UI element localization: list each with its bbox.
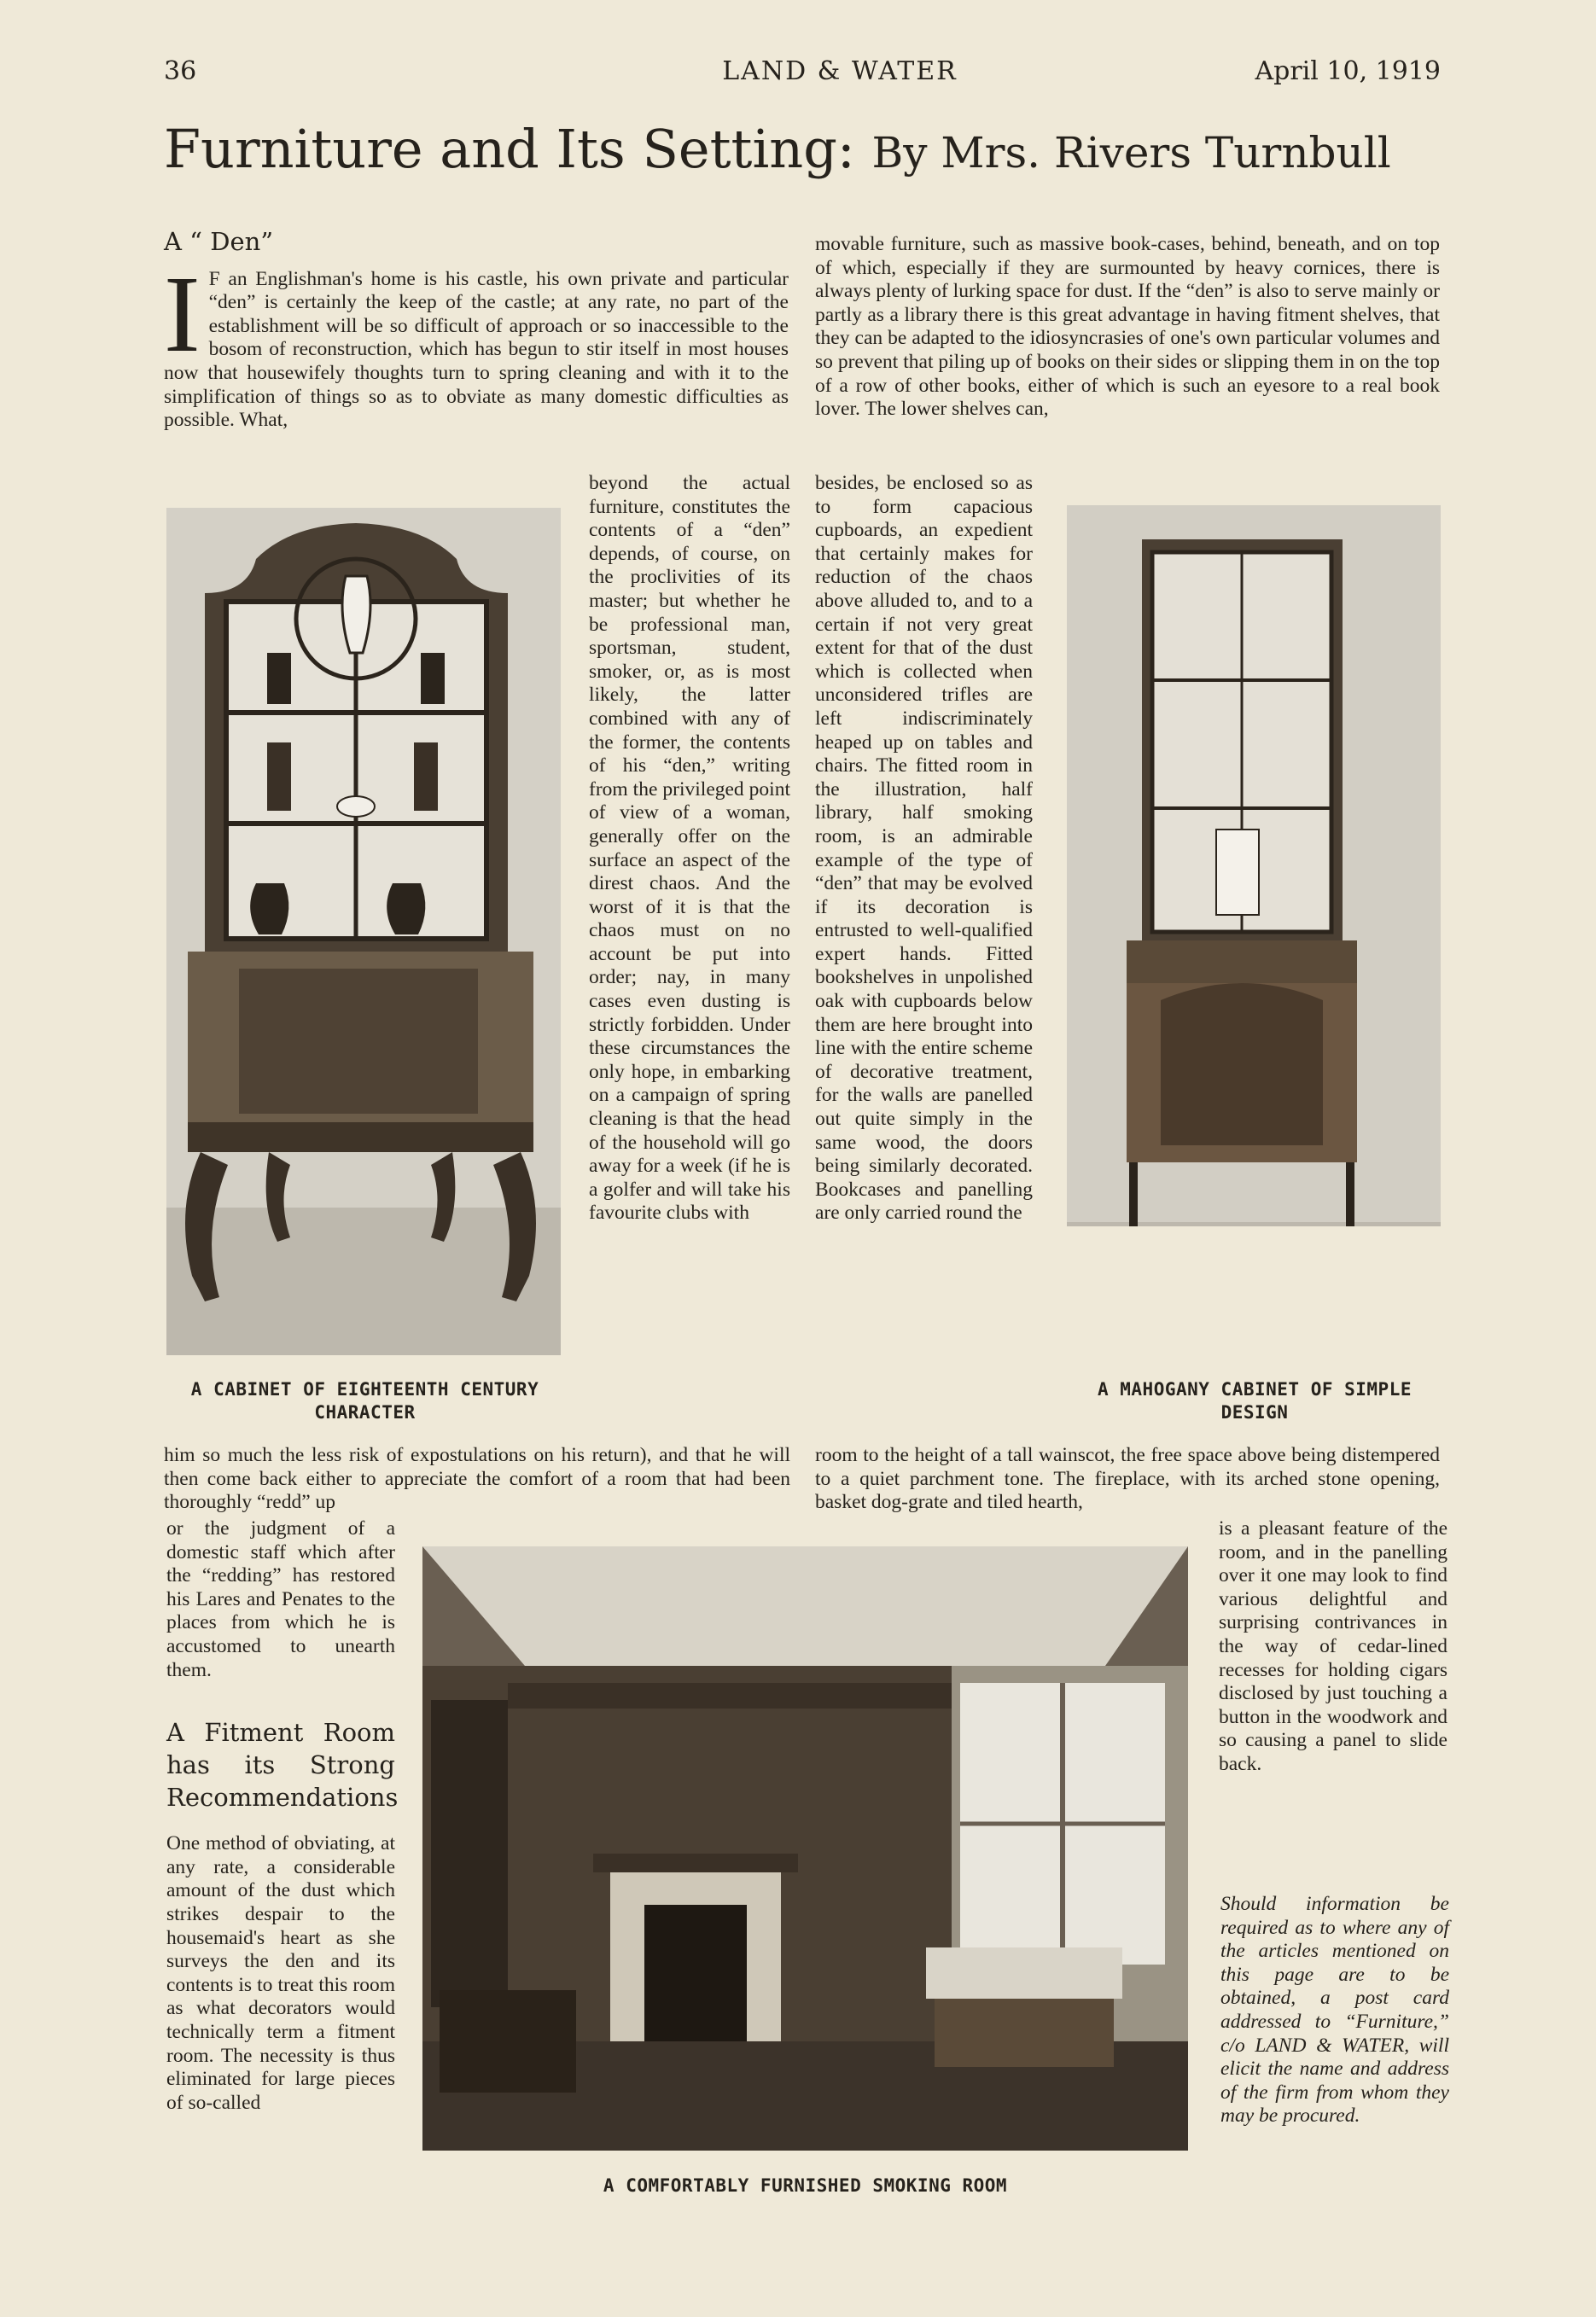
column-3-narrow [815,472,1033,1225]
paragraph-fitment-room: One method of obviating, at any rate, a considerable amount of the dust which strikes despair to the housemaid's heart as she surveys the den and its contents is to treat this room as what decorators would technically term a fitment room. The necessity is thus eliminated for large pieces of so-called [166,1832,395,2114]
smoking-room-photo [422,1546,1188,2151]
paragraph-cupboards: besides, be enclosed so as to form capacious cupboards, an expedient that certainly makes for reduction of the chaos above alluded to, and to a certain if not very great extent for that of the dust which is collected when unconsidered trifles are left indiscriminately heaped up on tables and chairs. The fitted room in the illustration, half library, half smoking room, is an admirable example of the type of “den” that may be evolved if its decoration is entrusted to well-qualified expert hands. Fitted bookshelves in unpolished oak with cupboards below them are here brought into line with the entire scheme of decorative treatment, for the walls are panelled out quite simply in the same wood, the doors being similarly decorated. Bookcases and panelling are only carried round the [815,472,1033,1225]
intro-paragraph: F an Englishman's home is his castle, his own private and particular “den” is certainly the keep of the castle; at any rate, no part of the establishment will be so difficult of approach or so inaccessible to the bosom of reconstruction, which has begun to stir itself in most houses now that housewifely thoughts turn to spring cleaning and with it to the simplification of things so as to obviate as many domestic difficulties as possible. What, [164,267,789,432]
column-1-intro [164,227,789,433]
cabinet-illustration-left [166,508,561,1355]
column-3-top [815,233,1440,422]
caption-right-cabinet: A MAHOGANY CABINET OF SIMPLE DESIGN [1097,1379,1412,1423]
column-3-bottom [1219,1517,1447,1777]
cabinet-photo-left [166,508,561,1355]
title-main: Furniture and Its Setting: [164,118,855,180]
caption-left-cabinet: A CABINET OF EIGHTEENTH CENTURY CHARACTER [190,1379,539,1423]
page-number: 36 [164,56,197,86]
smoking-room-illustration [422,1546,1188,2151]
journal-name: LAND & WATER [722,56,958,86]
paragraph-return: him so much the less risk of expostulations on his return), and that he will then come back either to appreciate the comfort of a room that had been thoroughly “redd” up [164,1444,790,1514]
drop-cap: I [164,253,201,375]
column-3-continuation [815,1444,1440,1515]
information-note-text: Should information be required as to where any of the articles mentioned on this page are to be obtained, a post card addressed to “Furniture,” c/o LAND & WATER, will elicit the name and address of the firm from whom they may be procured. [1220,1893,1449,2128]
issue-date: April 10, 1919 [1255,56,1441,86]
paragraph-fireplace: is a pleasant feature of the room, and in the panelling over it one may look to find various delightful and surprising contrivances in the way of cedar-lined recesses for holding cigars disclosed by just touching a button in the woodwork and so causing a panel to slide back. [1219,1517,1447,1775]
paragraph-movable-furniture: movable furniture, such as massive book-cases, behind, beneath, and on top of which, especially if they are surmounted by heavy cornices, there is always plenty of lurking space for dust. If the “den” is also to serve mainly or partly as a library there is this great advantage in having fitment shelves, that they can be adapted to the idiosyncrasies of one's own particular volumes and so prevent that piling up of books on their sides or slipping them in on the top of a row of other books, either of which is such an eyesore to a real book lover. The lower shelves can, [815,233,1440,421]
cabinet-photo-right [1067,505,1441,1226]
section-heading-den: A “ Den” [164,227,274,256]
paragraph-wainscot: room to the height of a tall wainscot, the free space above being distempered to a quiet parchment tone. The fireplace, with its arched stone opening, basket dog-grate and tiled hearth, [815,1444,1440,1514]
section-heading-fitment: A Fitment Room has its Strong Recommendations [166,1718,399,1813]
column-2-narrow [589,472,790,1225]
column-1-bottom [166,1517,399,2115]
caption-smoking-room: A COMFORTABLY FURNISHED SMOKING ROOM [603,2175,1008,2196]
byline: By Mrs. Rivers Turnbull [871,128,1391,178]
cabinet-illustration-right [1067,505,1441,1226]
paragraph-redding: or the judgment of a domestic staff which after the “redding” has restored his Lares and Penates to the places from which he is accustomed to unearth them. [166,1517,395,1681]
column-1-continuation [164,1444,790,1515]
article-title [164,118,1444,181]
information-note [1220,1893,1449,2128]
paragraph-den-contents: beyond the actual furniture, constitutes the contents of a “den” depends, of course, on the proclivities of its master; but whether he be professional man, sportsman, student, smoker, or, as is most likely, the latter combined with any of the former, the contents of his “den,” writing from the privileged point of view of a woman, generally offer on the surface an aspect of the direst chaos. And the worst of it is that the chaos must on no account be put into order; nay, in many cases even dusting is strictly forbidden. Under these circumstances the only hope, in embarking on a campaign of spring cleaning is that the head of the household will go away for a week (if he is a golfer and will take his favourite clubs with [589,472,790,1225]
